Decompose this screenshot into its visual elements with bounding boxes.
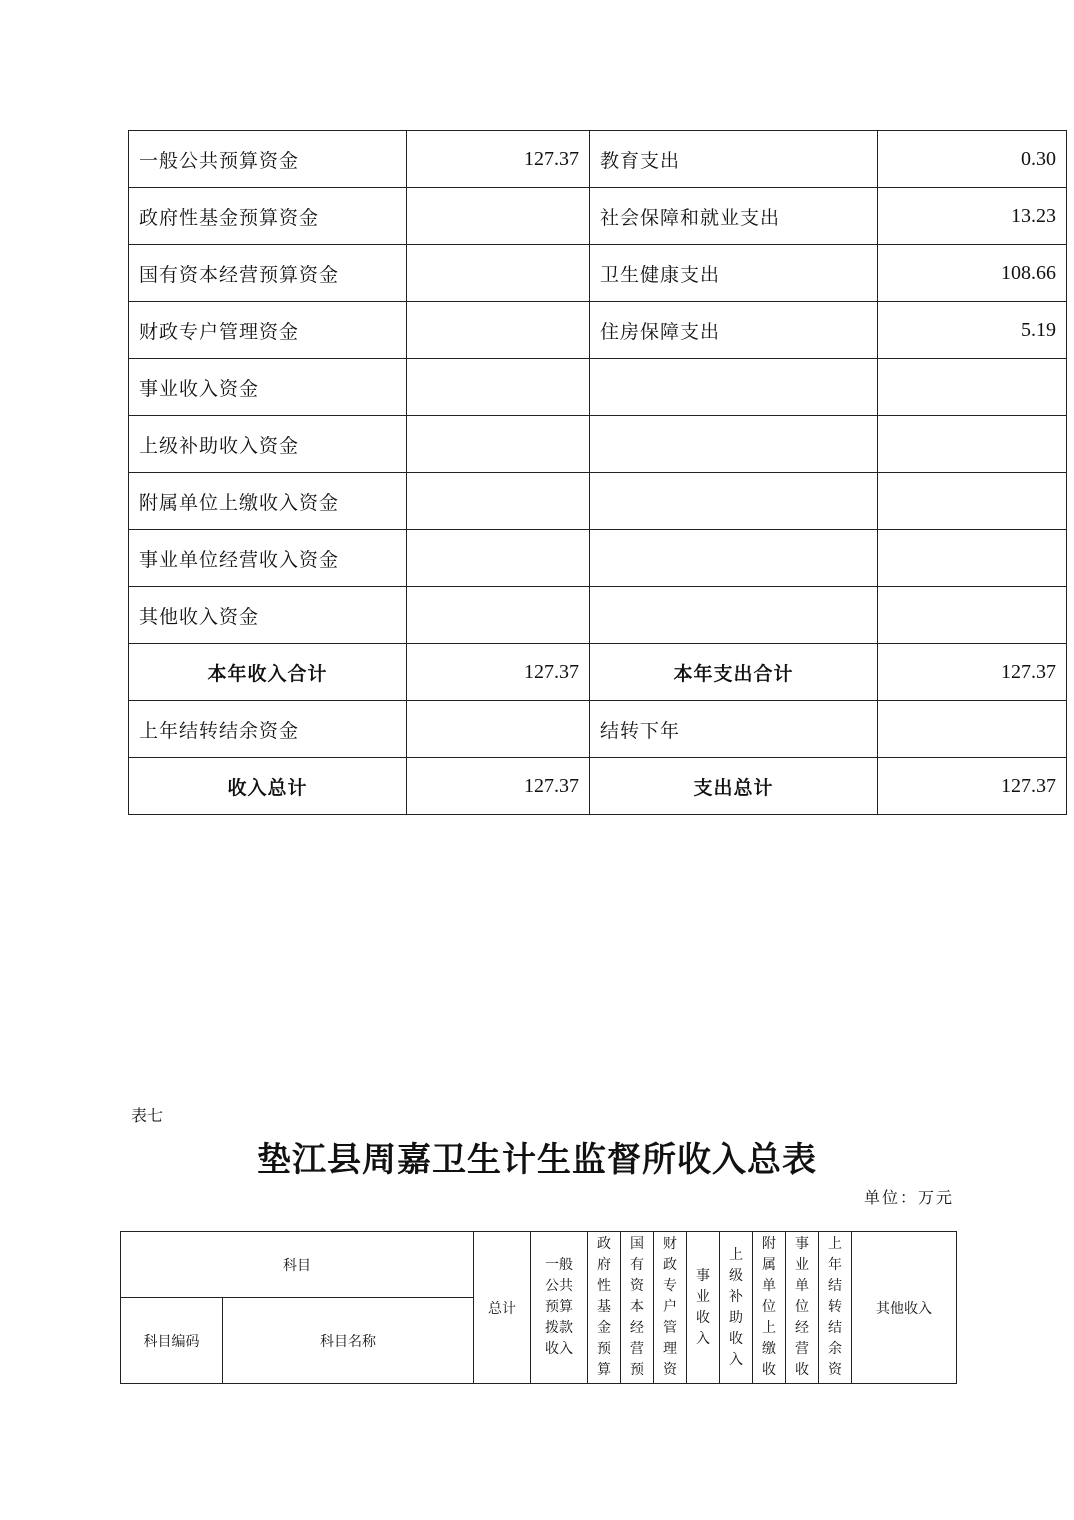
expense-amount: 5.19 [878,302,1067,359]
income-amount [407,416,590,473]
income-amount [407,359,590,416]
table-row [129,473,1067,530]
expense-amount [878,416,1067,473]
income-amount [407,188,590,245]
expense-amount [878,359,1067,416]
table-row [129,530,1067,587]
page-title: 垫江县周嘉卫生计生监督所收入总表 [257,1140,817,1180]
year-income-total-amount: 127.37 [407,644,590,701]
header-special-account: 财政专户管理资 [654,1232,687,1384]
budget-table [128,130,1067,815]
year-expense-total-label: 本年支出合计 [590,644,878,701]
carryover-expense-amount [878,701,1067,758]
header-carryover: 上年结转结余资 [819,1232,852,1384]
income-item: 其他收入资金 [129,587,407,644]
table-row [129,587,1067,644]
expense-amount: 13.23 [878,188,1067,245]
table-row [129,359,1067,416]
income-summary-table [120,1231,957,1384]
grand-expense-total-amount: 127.37 [878,758,1067,815]
year-income-total-label: 本年收入合计 [129,644,407,701]
income-item: 政府性基金预算资金 [129,188,407,245]
header-gov-fund: 政府性基金预算 [588,1232,621,1384]
table-row [129,302,1067,359]
income-amount [407,530,590,587]
income-item: 附属单位上缴收入资金 [129,473,407,530]
income-item: 国有资本经营预算资金 [129,245,407,302]
header-state-capital: 国有资本经营预 [621,1232,654,1384]
expense-amount [878,587,1067,644]
carryover-income-amount [407,701,590,758]
income-amount: 127.37 [407,131,590,188]
table-row [129,188,1067,245]
expense-item [590,530,878,587]
header-total: 总计 [474,1232,531,1384]
grand-total-row [129,758,1067,815]
grand-expense-total-label: 支出总计 [590,758,878,815]
income-amount [407,587,590,644]
header-subject: 科目 [121,1232,474,1298]
carryover-income-label: 上年结转结余资金 [129,701,407,758]
table-row [129,131,1067,188]
income-amount [407,245,590,302]
expense-amount [878,530,1067,587]
income-item: 上级补助收入资金 [129,416,407,473]
expense-item [590,473,878,530]
header-subject-name: 科目名称 [223,1298,474,1384]
expense-item [590,416,878,473]
table-row [129,416,1067,473]
header-subject-code: 科目编码 [121,1298,223,1384]
expense-amount: 108.66 [878,245,1067,302]
expense-item: 教育支出 [590,131,878,188]
income-item: 事业单位经营收入资金 [129,530,407,587]
table-number: 表七 [131,1106,164,1125]
unit-label: 单位：万元 [864,1188,955,1207]
header-affiliate-income: 附属单位上缴收 [753,1232,786,1384]
expense-amount: 0.30 [878,131,1067,188]
expense-amount [878,473,1067,530]
header-business-income: 事业收入 [687,1232,720,1384]
expense-item: 社会保障和就业支出 [590,188,878,245]
header-row [121,1232,957,1298]
header-operating-income: 事业单位经营收 [786,1232,819,1384]
income-item: 一般公共预算资金 [129,131,407,188]
expense-item [590,359,878,416]
income-amount [407,302,590,359]
year-expense-total-amount: 127.37 [878,644,1067,701]
income-amount [407,473,590,530]
income-item: 事业收入资金 [129,359,407,416]
table-row [129,245,1067,302]
carryover-expense-label: 结转下年 [590,701,878,758]
header-other-income: 其他收入 [852,1232,957,1384]
carryover-row [129,701,1067,758]
header-general-budget: 一般公共预算拨款收入 [531,1232,588,1384]
grand-income-total-label: 收入总计 [129,758,407,815]
income-item: 财政专户管理资金 [129,302,407,359]
expense-item: 卫生健康支出 [590,245,878,302]
grand-income-total-amount: 127.37 [407,758,590,815]
header-subsidy-income: 上级补助收入 [720,1232,753,1384]
year-total-row [129,644,1067,701]
expense-item [590,587,878,644]
expense-item: 住房保障支出 [590,302,878,359]
